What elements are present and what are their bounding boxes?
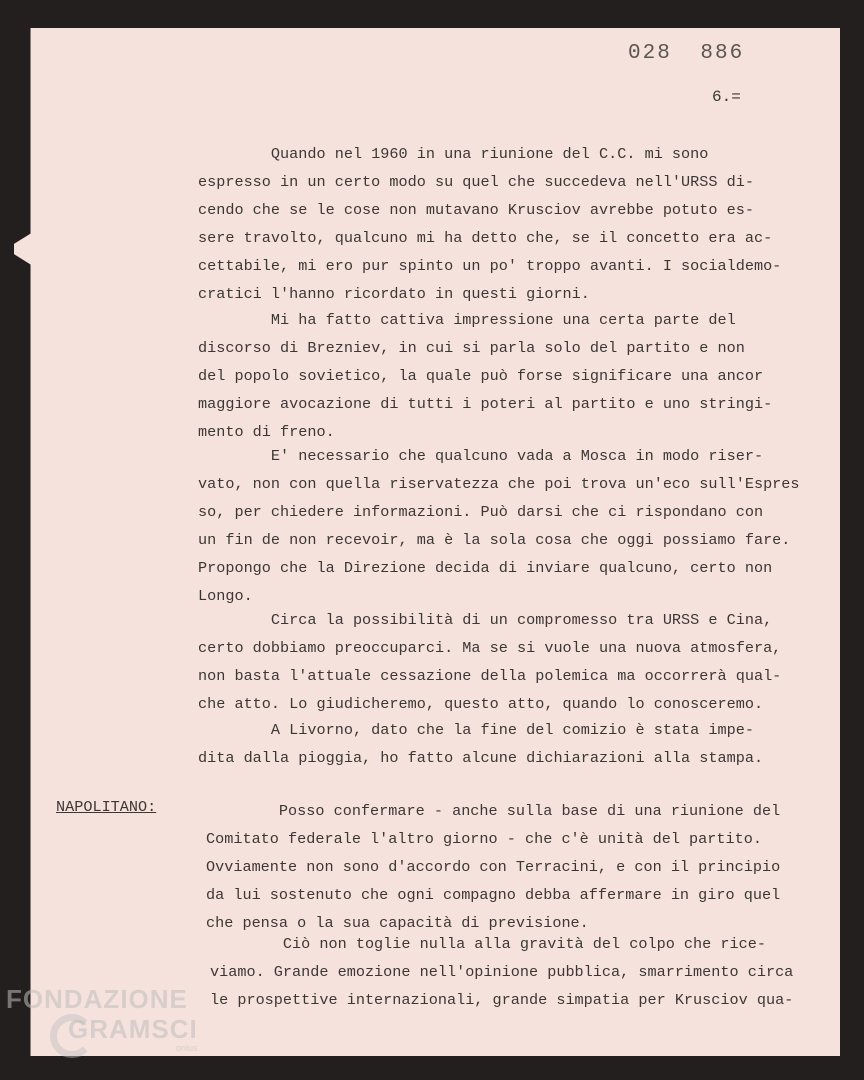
paragraph-7: Ciò non toglie nulla alla gravità del colpo che rice- viamo. Grande emozione nell'opinione pubblica, smarrimento circa le prospettive internazionali, grande simpatia per Krusciov qua- (210, 935, 794, 1009)
archive-number: 028 886 (628, 42, 745, 65)
speaker-label: NAPOLITANO: (56, 798, 157, 816)
watermark-line-2: GRAMSCI (68, 1014, 198, 1044)
page-number: 6.= (712, 88, 741, 106)
paragraph-5: A Livorno, dato che la fine del comizio è stata impe- dita dalla pioggia, ho fatto alcune dichiarazioni alla stampa. (198, 721, 764, 767)
paragraph-4: Circa la possibilità di un compromesso tra URSS e Cina, certo dobbiamo preoccuparci. Ma se si vuole una nuova atmosfera, non basta l'attuale cessazione della polemica ma occorrerà qual- che atto. Lo giudicheremo, questo atto, quando lo conosceremo. (198, 611, 782, 713)
paragraph-1: Quando nel 1960 in una riunione del C.C. mi sono espresso in un certo modo su quel che succedeva nell'URSS di- cendo che se le cose non mutavano Krusciov avrebbe potuto es- sere travolto, qualcuno mi ha detto che, se il concetto era ac- cettabile, mi ero pur spinto un po' troppo avanti. I socialdemo- cratici l'hanno ricordato in questi giorni. (198, 145, 782, 303)
watermark-line-3: onlus (176, 1043, 198, 1053)
paragraph-6: Posso confermare - anche sulla base di una riunione del Comitato federale l'altro giorno - che c'è unità del partito. Ovviamente non sono d'accordo con Terracini, e con il principio da lui sostenuto che ogni compagno debba affermare in giro quel che pensa o la sua capacità di previsione. (206, 802, 781, 932)
paragraph-2: Mi ha fatto cattiva impressione una certa parte del discorso di Brezniev, in cui si parla solo del partito e non del popolo sovietico, la quale può forse significare una ancor maggiore avocazione di tutti i poteri al partito e uno stringi- mento di freno. (198, 311, 773, 441)
paragraph-3: E' necessario che qualcuno vada a Mosca in modo riser- vato, non con quella riservatezza che poi trova un'eco sull'Espres so, per chiedere informazioni. Può darsi che ci rispondano con un fin de non recevoir, ma è la sola cosa che oggi possiamo fare. Propongo che la Direzione decida di inviare qualcuno, certo non Longo. (198, 447, 800, 605)
watermark (6, 986, 198, 1053)
watermark-line-1: FONDAZIONE (6, 984, 188, 1014)
